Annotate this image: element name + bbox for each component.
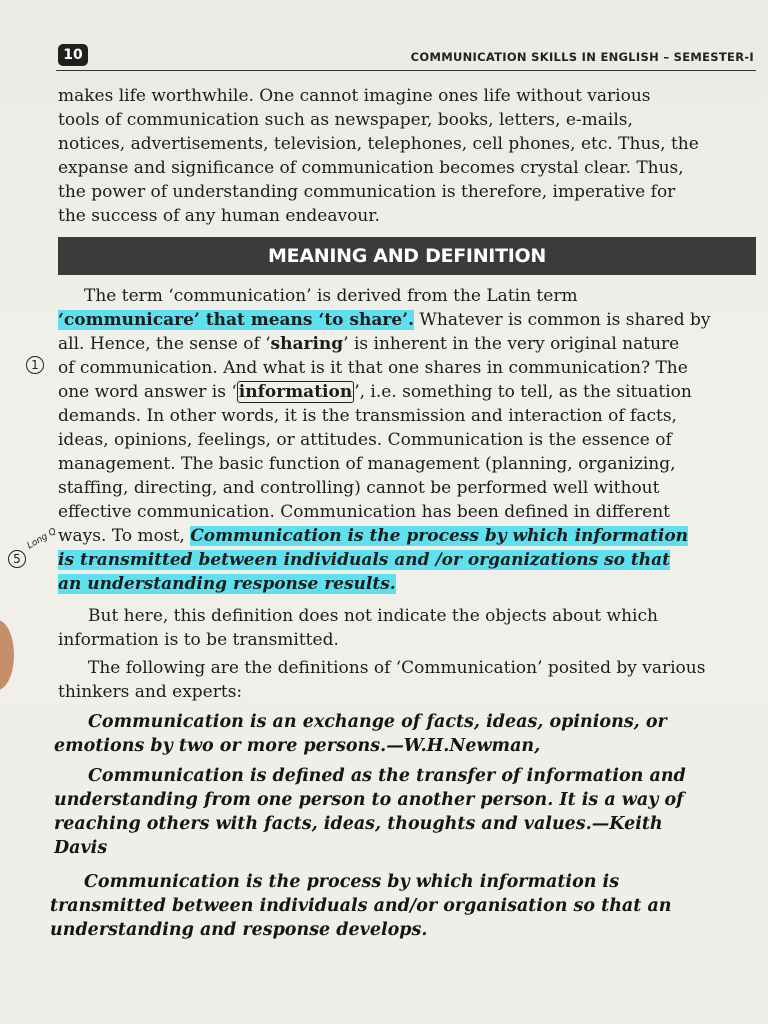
text-line: transmitted between individuals and/or organisation so that an (50, 896, 672, 916)
intro-paragraph (58, 84, 758, 228)
text-line: the success of any human endeavour. (58, 206, 380, 226)
text-line: Communication is the process by which information is (84, 872, 620, 892)
text-line (58, 572, 758, 596)
text-line: understanding and response develops. (50, 920, 428, 940)
text-line: thinkers and experts: (58, 682, 243, 702)
highlighted-definition: Communication is the process by which information (190, 526, 689, 546)
text-line: all. Hence, the sense of ‘sharing’ is inherent in the very original nature (58, 334, 680, 354)
margin-note-long: Long Q (25, 526, 59, 552)
text-line: effective communication. Communication has been defined in different (58, 502, 670, 522)
text-line: reaching others with facts, ideas, thoughts and values.—Keith (54, 814, 663, 834)
page-number: 10 (58, 44, 88, 66)
text-line: notices, advertisements, television, telephones, cell phones, etc. Thus, the (58, 134, 699, 154)
highlighted-text: ‘communicare’ that means ‘to share’. (58, 310, 414, 330)
text-line: ways. To most, Communication is the process by which information (58, 526, 689, 546)
text-line: makes life worthwhile. One cannot imagine ones life without various (58, 86, 651, 106)
margin-note-5: 5 (8, 550, 26, 568)
highlighted-definition: is transmitted between individuals and /or organizations so that (58, 550, 670, 570)
text-line: Communication is defined as the transfer of information and (88, 766, 686, 786)
running-head: COMMUNICATION SKILLS IN ENGLISH – SEMESTER-I (410, 50, 754, 64)
text-line: demands. In other words, it is the transmission and interaction of facts, (58, 406, 677, 426)
highlighted-definition: an understanding response results. (58, 574, 396, 594)
text-line: one word answer is ‘ information ’, i.e. something to tell, as the situation (58, 382, 692, 402)
definition-keith-davis (54, 764, 762, 860)
text-line: ‘communicare’ that means ‘to share’. Whatever is common is shared by (58, 310, 711, 330)
objects-paragraph (58, 604, 758, 652)
text-line: information is to be transmitted. (58, 630, 339, 650)
text-line: staffing, directing, and controlling) cannot be performed well without (58, 478, 660, 498)
text-line: The following are the definitions of ‘Communication’ posited by various (88, 658, 706, 678)
text-line: of communication. And what is it that one shares in communication? The (58, 358, 688, 378)
definition-third (50, 870, 758, 942)
text-line: Davis (54, 838, 108, 858)
section-title: MEANING AND DEFINITION (58, 237, 756, 275)
page-header (56, 44, 756, 71)
text-line: Communication is an exchange of facts, ideas, opinions, or (88, 712, 667, 732)
text-line: understanding from one person to another person. It is a way of (54, 790, 684, 810)
text-line: expanse and significance of communication becomes crystal clear. Thus, (58, 158, 684, 178)
text-line: the power of understanding communication is therefore, imperative for (58, 182, 676, 202)
text-line: management. The basic function of management (planning, organizing, (58, 454, 676, 474)
margin-note-1: 1 (26, 356, 44, 374)
text-line: The term ‘communication’ is derived from the Latin term (84, 286, 578, 306)
text-line: ideas, opinions, feelings, or attitudes. Communication is the essence of (58, 430, 672, 450)
text-line: But here, this definition does not indicate the objects about which (88, 606, 658, 626)
thumb (0, 620, 14, 690)
meaning-paragraph (58, 284, 758, 596)
definitions-intro (58, 656, 758, 704)
text-line: emotions by two or more persons.—W.H.Newman, (54, 736, 541, 756)
definition-newman (54, 710, 762, 758)
text-line (58, 548, 758, 572)
text-line: tools of communication such as newspaper, books, letters, e-mails, (58, 110, 633, 130)
